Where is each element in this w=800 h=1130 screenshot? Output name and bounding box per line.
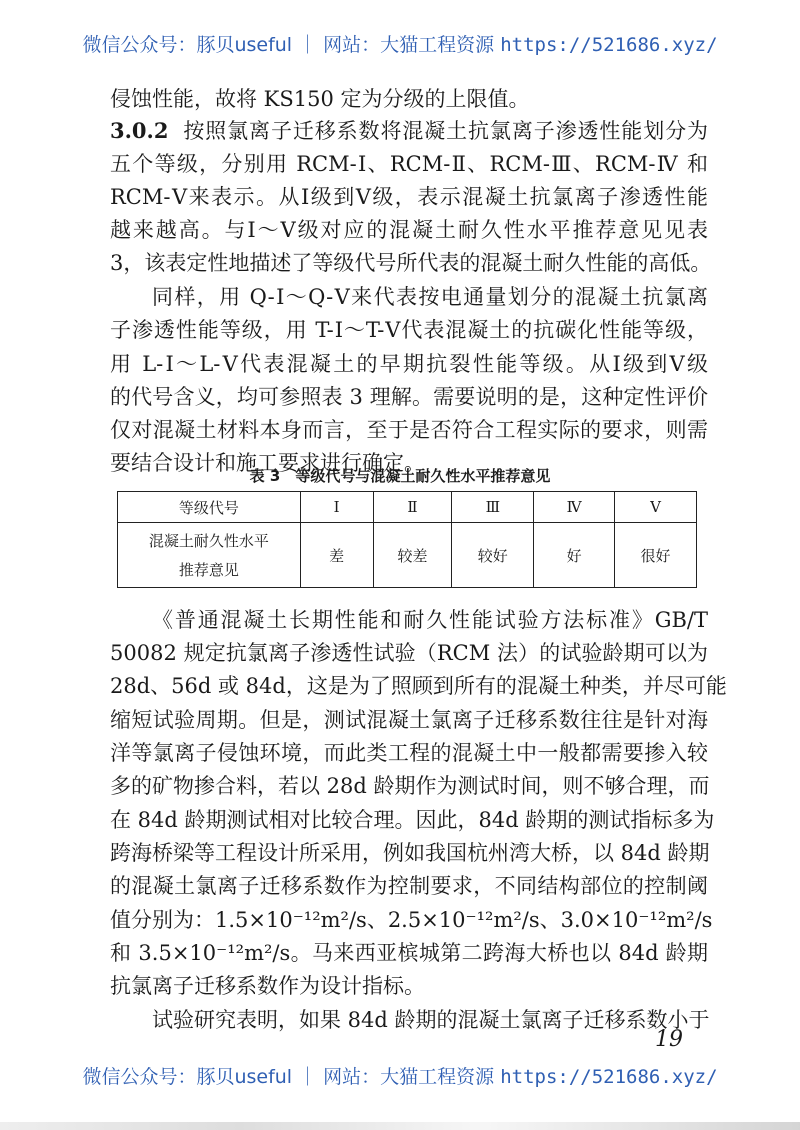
text-line — [110, 117, 708, 145]
text-line: 同样，用 Q-Ⅰ～Q-Ⅴ来代表按电通量划分的混凝土抗氯离 — [152, 285, 708, 309]
watermark-url: https://521686.xyz/ — [500, 34, 718, 56]
text-line: 试验研究表明，如果 84d 龄期的混凝土氯离子迁移系数小于 — [152, 1008, 710, 1032]
text-line: 侵蚀性能，故将 KS150 定为分级的上限值。 — [110, 87, 530, 111]
table-row-label — [118, 523, 301, 588]
row-label-line: 推荐意见 — [178, 561, 239, 579]
text-line: 50082 规定抗氯离子渗透性试验（RCM 法）的试验龄期可以为 — [110, 641, 708, 665]
text-line: RCM-Ⅴ来表示。从Ⅰ级到Ⅴ级，表示混凝土抗氯离子渗透性能 — [110, 185, 708, 209]
text-line: 子渗透性能等级，用 T-Ⅰ～T-Ⅴ代表混凝土的抗碳化性能等级， — [110, 318, 708, 342]
table-header-cell: Ⅴ — [615, 492, 697, 523]
table-header-cell: 等级代号 — [118, 492, 301, 523]
text-line: 值分别为：1.5×10⁻¹²m²/s、2.5×10⁻¹²m²/s、3.0×10⁻¹²m²/s — [110, 908, 713, 932]
page-number: 19 — [655, 1027, 683, 1052]
text-line: 缩短试验周期。但是，测试混凝土氯离子迁移系数往往是针对海 — [110, 708, 708, 732]
watermark-text: 微信公众号：豚贝useful ｜ 网站：大猫工程资源 — [82, 34, 501, 56]
text-line: 的代号含义，均可参照表 3 理解。需要说明的是，这种定性评价 — [110, 385, 708, 409]
watermark-text: 微信公众号：豚贝useful ｜ 网站：大猫工程资源 — [82, 1066, 501, 1088]
section-number: 3.0.2 — [110, 118, 169, 143]
table-header-cell: Ⅱ — [373, 492, 452, 523]
text-line: 抗氯离子迁移系数作为设计指标。 — [110, 974, 425, 998]
table-cell: 很好 — [615, 523, 697, 588]
table-caption: 表 3 等级代号与混凝土耐久性水平推荐意见 — [249, 467, 551, 485]
text-line: 《普通混凝土长期性能和耐久性能试验方法标准》GB/T — [152, 608, 708, 632]
text-line: 28d、56d 或 84d，这是为了照顾到所有的混凝土种类，并尽可能 — [110, 674, 727, 698]
text-line: 五个等级，分别用 RCM-Ⅰ、RCM-Ⅱ、RCM-Ⅲ、RCM-Ⅳ 和 — [110, 152, 708, 176]
table-header-cell: Ⅰ — [300, 492, 373, 523]
text-line: 在 84d 龄期测试相对比较合理。因此，84d 龄期的测试指标多为 — [110, 808, 715, 832]
watermark-header — [0, 30, 800, 57]
text-line: 跨海桥梁等工程设计所采用，例如我国杭州湾大桥，以 84d 龄期 — [110, 841, 710, 865]
text-line: 的混凝土氯离子迁移系数作为控制要求，不同结构部位的控制阈 — [110, 874, 708, 898]
watermark-footer — [0, 1062, 800, 1089]
table-row — [118, 523, 697, 588]
table-cell: 较好 — [452, 523, 534, 588]
grade-table — [117, 491, 697, 588]
text-line: 3，该表定性地描述了等级代号所代表的混凝土耐久性能的高低。 — [110, 251, 712, 275]
text-line: 洋等氯离子侵蚀环境，而此类工程的混凝土中一般都需要掺入较 — [110, 741, 708, 765]
table-header-cell: Ⅳ — [534, 492, 615, 523]
text-line: 要结合设计和施工要求进行确定。 — [110, 451, 425, 475]
watermark-url: https://521686.xyz/ — [500, 1066, 718, 1088]
table-cell: 较差 — [373, 523, 452, 588]
table-header-cell: Ⅲ — [452, 492, 534, 523]
text-line: 仅对混凝土材料本身而言，至于是否符合工程实际的要求，则需 — [110, 418, 708, 442]
text-span: 按照氯离子迁移系数将混凝土抗氯离子渗透性能划分为 — [182, 119, 708, 143]
scan-edge — [0, 1122, 800, 1130]
table-cell: 好 — [534, 523, 615, 588]
row-label-line: 混凝土耐久性水平 — [148, 532, 269, 550]
table-cell: 差 — [300, 523, 373, 588]
text-line: 用 L-Ⅰ～L-Ⅴ代表混凝土的早期抗裂性能等级。从Ⅰ级到Ⅴ级 — [110, 352, 708, 376]
text-line: 多的矿物掺合料，若以 28d 龄期作为测试时间，则不够合理，而 — [110, 774, 710, 798]
text-line: 越来越高。与Ⅰ～Ⅴ级对应的混凝土耐久性水平推荐意见见表 — [110, 218, 708, 242]
text-line: 和 3.5×10⁻¹²m²/s。马来西亚槟城第二跨海大桥也以 84d 龄期 — [110, 941, 708, 965]
table-header-row — [118, 492, 697, 523]
